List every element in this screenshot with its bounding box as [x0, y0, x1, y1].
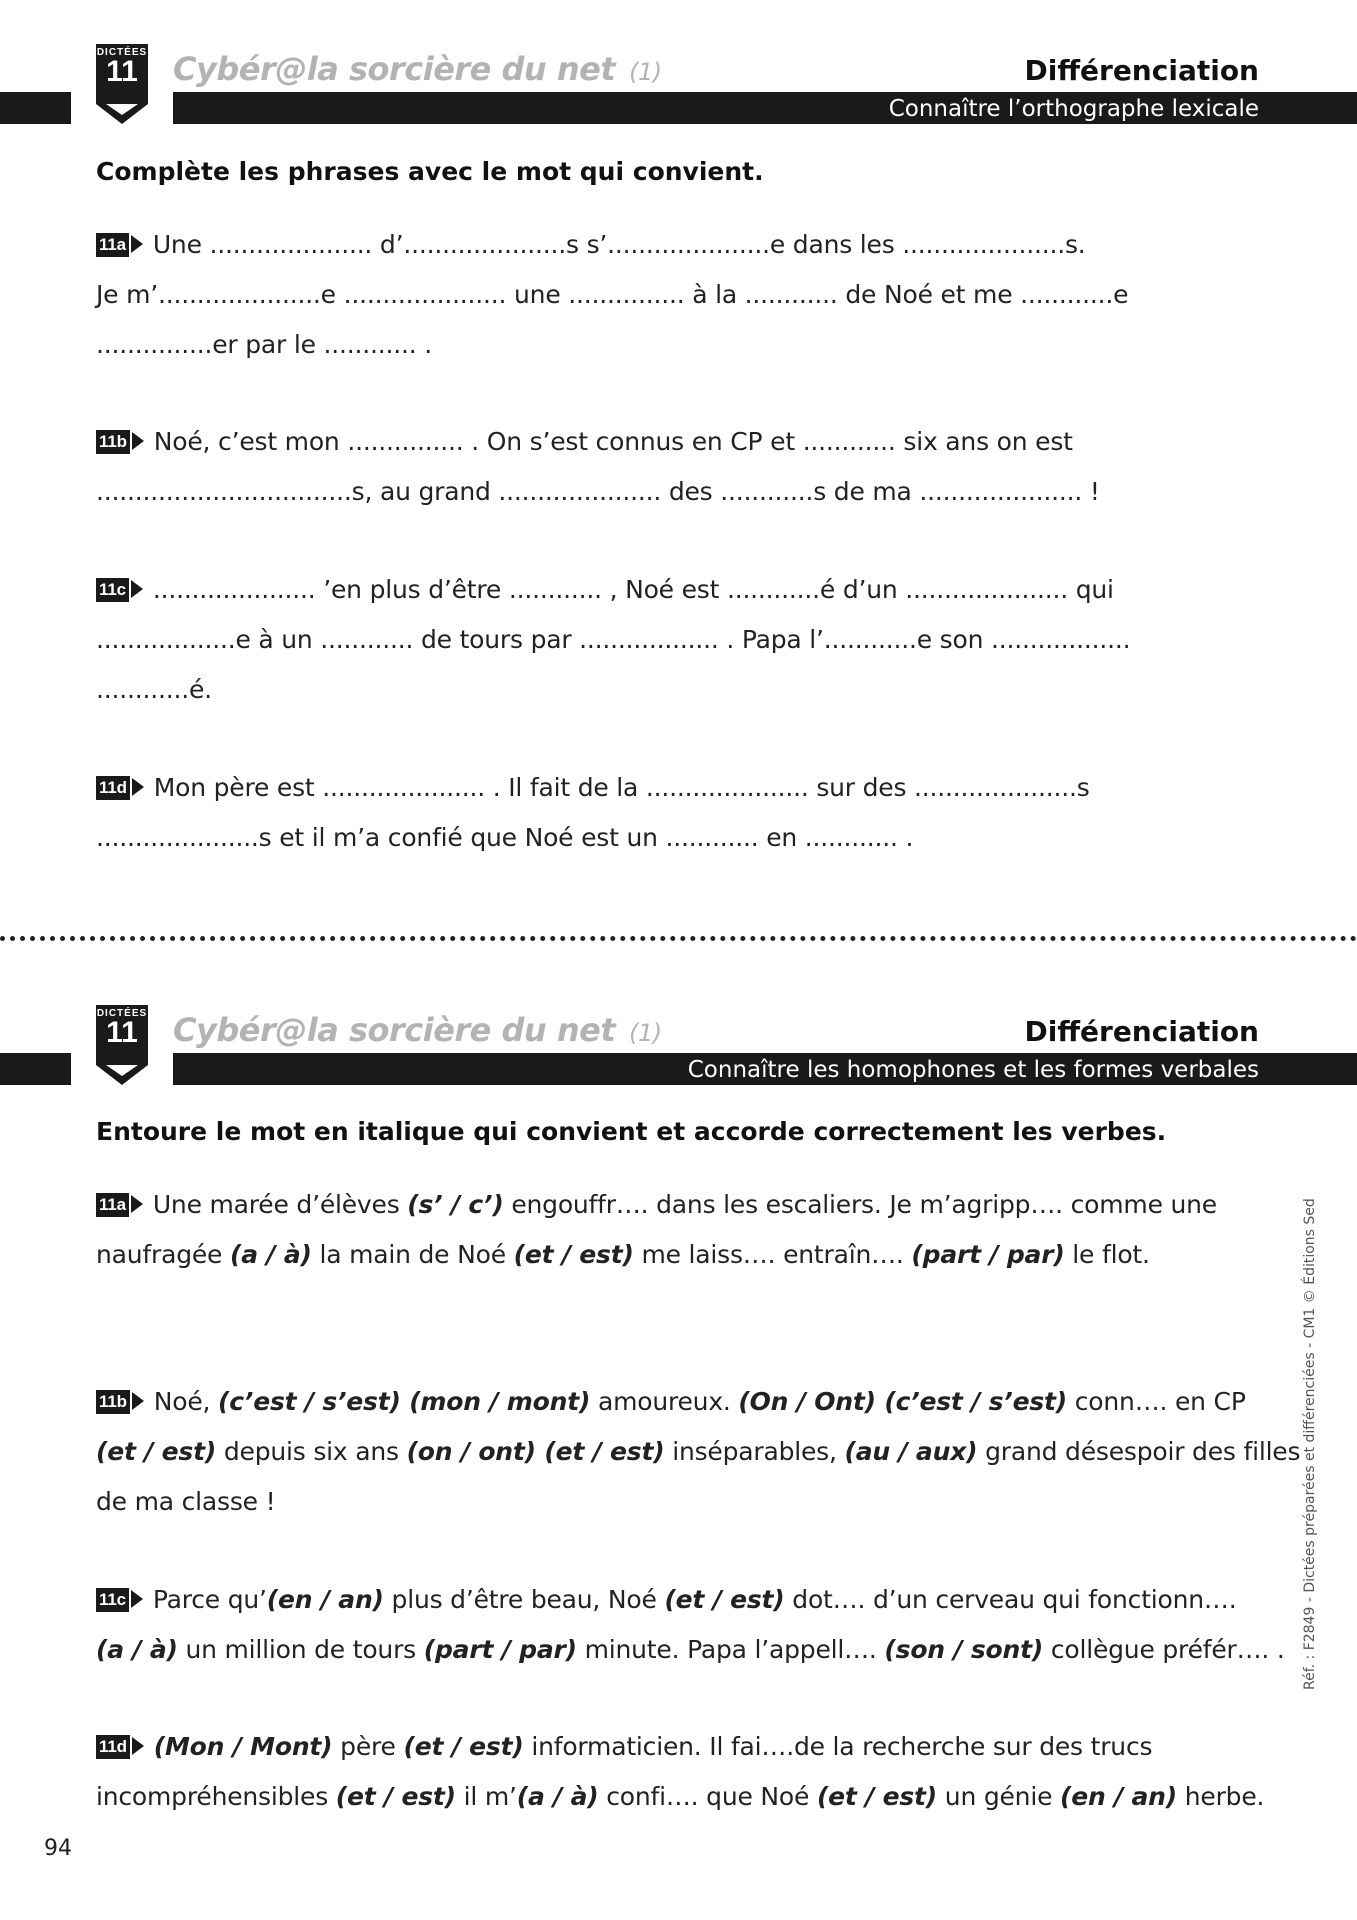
exercise-line: [96, 1377, 1246, 1427]
badge-label: DICTÉES: [96, 1008, 148, 1019]
badge-number: 11: [106, 1016, 138, 1049]
line-text: père: [332, 1732, 404, 1761]
line-text: informaticien. Il fai….de la recherche sur des trucs: [523, 1732, 1153, 1761]
exercise-line: [96, 1230, 1246, 1280]
heart-icon-inner: [106, 104, 138, 115]
exercise-line: [96, 1772, 1265, 1822]
line-text: me laiss…. entraîn….: [633, 1240, 912, 1269]
exercise-line: [96, 565, 1246, 615]
line-text: grand désespoir des filles: [977, 1437, 1301, 1466]
dictee-badge: [96, 1005, 148, 1065]
arrow-right-icon: [132, 1392, 144, 1410]
choice-option[interactable]: (en / an): [1060, 1782, 1178, 1811]
line-text: minute. Papa l’appell….: [576, 1635, 885, 1664]
exercise-tag: 11c: [96, 1588, 129, 1612]
line-text: plus d’être beau, Noé: [383, 1585, 665, 1614]
line-text: dot…. d’un cerveau qui fonctionn….: [784, 1585, 1237, 1614]
exercise-tag: 11b: [96, 430, 130, 454]
line-text: inséparables,: [664, 1437, 845, 1466]
exercise-11a: [96, 220, 1246, 370]
choice-option[interactable]: (part / par): [911, 1240, 1065, 1269]
line-text: Une marée d’élèves: [152, 1190, 408, 1219]
choice-option[interactable]: (c’est / s’est) (mon / mont): [218, 1387, 591, 1416]
exercise-tag: 11d: [96, 1735, 130, 1759]
header-bar-subtitle: Connaître l’orthographe lexicale: [173, 92, 1357, 124]
worksheet-title: Cybér@la sorcière du net (1): [173, 1011, 662, 1049]
category-label: Différenciation: [1024, 54, 1259, 87]
category-label: Différenciation: [1024, 1015, 1259, 1048]
instruction: Entoure le mot en italique qui convient et accorde correctement les verbes.: [96, 1117, 1167, 1146]
line-text: amoureux.: [590, 1387, 739, 1416]
worksheet-title: Cybér@la sorcière du net (1): [173, 50, 662, 88]
exercise-11a: [96, 1180, 1246, 1280]
exercise-11b: [96, 1377, 1301, 1527]
arrow-right-icon: [131, 235, 143, 253]
line-text: ..................... ’en plus d’être ............ , Noé est ............é d’un ..................... qui: [152, 575, 1114, 604]
line-text: ............é.: [96, 675, 212, 704]
line-text: collègue préfér…. .: [1043, 1635, 1285, 1664]
exercise-line: [96, 417, 1246, 467]
choice-option[interactable]: (a / à): [516, 1782, 599, 1811]
arrow-right-icon: [131, 580, 143, 598]
exercise-line: [96, 813, 1246, 863]
line-text: Parce qu’: [152, 1585, 267, 1614]
choice-option[interactable]: (on / ont) (et / est): [406, 1437, 665, 1466]
exercise-line: [96, 1477, 1246, 1527]
line-text: de ma classe !: [96, 1487, 276, 1516]
choice-option[interactable]: (part / par): [423, 1635, 577, 1664]
line-text: confi…. que Noé: [598, 1782, 817, 1811]
header-bar-left: [0, 1053, 71, 1085]
exercise-tag: 11d: [96, 776, 130, 800]
page-number: 94: [44, 1836, 72, 1861]
line-text: conn…. en CP: [1067, 1387, 1246, 1416]
choice-option[interactable]: (On / Ont) (c’est / s’est): [738, 1387, 1068, 1416]
badge-number: 11: [106, 55, 138, 88]
line-text: naufragée: [96, 1240, 230, 1269]
exercise-line: [96, 220, 1246, 270]
exercise-line: [96, 320, 1246, 370]
line-text: incompréhensibles: [96, 1782, 336, 1811]
line-text: .................................s, au grand ..................... des ............s de ma ..................... !: [96, 477, 1100, 506]
choice-option[interactable]: (et / est): [403, 1732, 524, 1761]
choice-option[interactable]: (et / est): [513, 1240, 634, 1269]
line-text: herbe.: [1177, 1782, 1265, 1811]
exercise-11c: [96, 1575, 1285, 1675]
line-text: Noé,: [153, 1387, 219, 1416]
heart-icon-inner: [106, 1065, 138, 1076]
choice-option[interactable]: (et / est): [816, 1782, 938, 1811]
arrow-right-icon: [131, 1195, 143, 1213]
line-text: un génie: [937, 1782, 1060, 1811]
exercise-line: [96, 1575, 1246, 1625]
choice-option[interactable]: (et / est): [335, 1782, 456, 1811]
instruction: Complète les phrases avec le mot qui convient.: [96, 157, 764, 186]
line-text: le flot.: [1064, 1240, 1150, 1269]
line-text: depuis six ans: [216, 1437, 407, 1466]
choice-option[interactable]: (a / à): [96, 1635, 178, 1664]
exercise-line: [96, 1427, 1301, 1477]
header-bar-left: [0, 92, 71, 124]
choice-option[interactable]: (et / est): [664, 1585, 785, 1614]
arrow-right-icon: [131, 1590, 143, 1608]
copyright-side-text: Réf. : F2849 - Dictées préparées et différenciées - CM1 © Éditions Sed: [1302, 1198, 1318, 1690]
choice-option[interactable]: (son / sont): [884, 1635, 1044, 1664]
line-text: ...............er par le ............ .: [96, 330, 432, 359]
line-text: il m’: [455, 1782, 517, 1811]
exercise-line: [96, 1180, 1246, 1230]
exercise-11d: [96, 1722, 1265, 1822]
header-bar-subtitle: Connaître les homophones et les formes verbales: [173, 1053, 1357, 1085]
exercise-line: [96, 1625, 1285, 1675]
choice-option[interactable]: (au / aux): [844, 1437, 978, 1466]
arrow-right-icon: [132, 432, 144, 450]
line-text: Mon père est ..................... . Il fait de la ..................... sur des .....................s: [153, 773, 1090, 802]
exercise-line: [96, 615, 1246, 665]
line-text: engouffr…. dans les escaliers. Je m’agripp…. comme une: [503, 1190, 1217, 1219]
line-text: Une ..................... d’.....................s s’.....................e dans les .....................s.: [152, 230, 1086, 259]
choice-option[interactable]: (et / est): [96, 1437, 217, 1466]
exercise-11d: [96, 763, 1246, 863]
exercise-11c: [96, 565, 1246, 715]
choice-option[interactable]: (Mon / Mont): [153, 1732, 333, 1761]
exercise-line: [96, 467, 1246, 517]
choice-option[interactable]: (s’ / c’): [407, 1190, 504, 1219]
choice-option[interactable]: (en / an): [266, 1585, 384, 1614]
exercise-line: [96, 763, 1246, 813]
exercise-line: [96, 665, 1246, 715]
exercise-tag: 11a: [96, 233, 129, 257]
exercise-11b: [96, 417, 1246, 517]
line-text: Noé, c’est mon ............... . On s’est connus en CP et ............ six ans on est: [153, 427, 1073, 456]
line-text: ..................e à un ............ de tours par .................. . Papa l’............e son ..................: [96, 625, 1131, 654]
exercise-line: [96, 270, 1246, 320]
line-text: .....................s et il m’a confié que Noé est un ............ en ............ .: [96, 823, 914, 852]
dotted-separator: [0, 936, 1357, 941]
exercise-tag: 11c: [96, 578, 129, 602]
choice-option[interactable]: (a / à): [230, 1240, 312, 1269]
exercise-line: [96, 1722, 1246, 1772]
line-text: Je m’.....................e ..................... une ............... à la ............ de Noé et me ............e: [96, 280, 1129, 309]
badge-label: DICTÉES: [96, 47, 148, 58]
exercise-tag: 11a: [96, 1193, 129, 1217]
line-text: la main de Noé: [311, 1240, 514, 1269]
arrow-right-icon: [132, 778, 144, 796]
arrow-right-icon: [132, 1737, 144, 1755]
dictee-badge: [96, 44, 148, 104]
line-text: un million de tours: [177, 1635, 424, 1664]
exercise-tag: 11b: [96, 1390, 130, 1414]
